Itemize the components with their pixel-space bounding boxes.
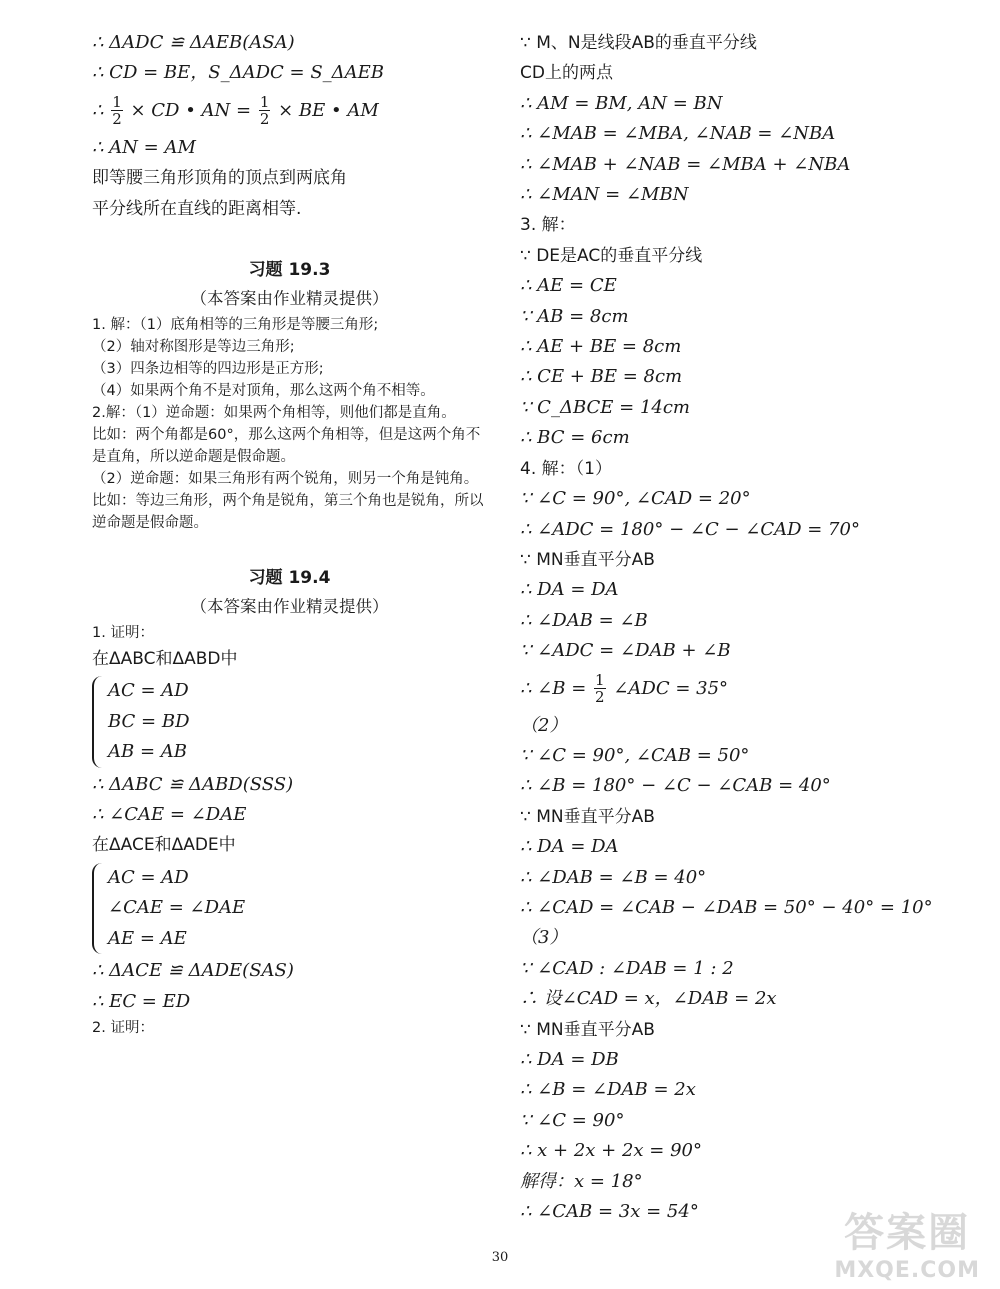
answer-item: （2）逆命题：如果三角形有两个锐角，则另一个角是钝角。 — [92, 471, 479, 488]
brace-row: AB = AB — [108, 741, 187, 763]
proof-line: CD上的两点 — [520, 63, 613, 84]
answer-item: 比如：两个角都是60°，那么这两个角相等，但是这两个角不是直角，所以逆命题是假命题。 — [92, 427, 481, 466]
right-column — [520, 28, 960, 1227]
proof-line: ∴ ∠CAD = ∠CAB − ∠DAB = 50° − 40° = 10° — [520, 896, 933, 918]
proof-line: ∴ ΔACE ≌ ΔADE(SAS) — [92, 960, 294, 982]
proof-line: ∴ ∠MAB + ∠NAB = ∠MBA + ∠NBA — [520, 153, 851, 175]
answer-item: （3）四条边相等的四边形是正方形; — [92, 361, 324, 378]
proof-line: ∴ ∠MAB = ∠MBA, ∠NAB = ∠NBA — [520, 123, 836, 145]
brace-icon — [92, 863, 104, 954]
proof-line: ∴ CD = BE，S_ΔADC = S_ΔAEB — [92, 62, 385, 84]
brace-row: ∠CAE = ∠DAE — [108, 897, 246, 919]
proof-line: ∴ AE = CE — [520, 275, 617, 297]
proof-line: ∴ ∠DAB = ∠B — [520, 609, 648, 631]
answer-item: （4）如果两个角不是对顶角，那么这两个角不相等。 — [92, 383, 435, 400]
proof-line: ∵ DE是AC的垂直平分线 — [520, 245, 703, 266]
proof-line: ∴ ∠DAB = ∠B = 40° — [520, 866, 707, 888]
section-title-19-4: 习题 19.4 — [248, 568, 331, 589]
proof-line: ∵ ∠C = 90°, ∠CAD = 20° — [520, 488, 751, 510]
answer-item: 比如：等边三角形，两个角是锐角，第三个角也是锐角，所以逆命题是假命题。 — [92, 493, 484, 532]
fraction-line: ∴ ∠B = $\frac{1}{2}$ ∠ADC = 35° — [520, 671, 729, 707]
proof-line: ∴ x + 2x + 2x = 90° — [520, 1140, 703, 1162]
proof-line: 4. 解：（1） — [520, 458, 612, 479]
proof-line: ∵ ∠C = 90° — [520, 1109, 625, 1131]
proof-line: ∴ 设∠CAD = x，∠DAB = 2x — [520, 988, 777, 1010]
proof-line: ∵ ∠CAD : ∠DAB = 1 : 2 — [520, 957, 734, 979]
answer-item: 2.解：（1）逆命题：如果两个角相等，则他们都是直角。 — [92, 405, 456, 422]
answer-item: （2）轴对称图形是等边三角形; — [92, 339, 295, 356]
right-lines-b — [520, 711, 960, 1228]
proof-line: ∴ DA = DA — [520, 836, 619, 858]
page-number: 30 — [491, 1250, 509, 1265]
proof-line: （3） — [520, 927, 568, 949]
proof-line: ∴ DA = DB — [520, 1049, 619, 1070]
proof-line: ∴ DA = DA — [520, 579, 619, 601]
section-title-19-3: 习题 19.3 — [248, 260, 331, 281]
proof-line: ∵ C_ΔBCE = 14cm — [520, 396, 690, 418]
proof-line: ∴ ∠B = ∠DAB = 2x — [520, 1079, 696, 1101]
brace-row: BC = BD — [108, 710, 190, 732]
proof-line: ∴ ΔADC ≌ ΔAEB(ASA) — [92, 32, 295, 53]
proof-line: ∴ ∠B = 180° − ∠C − ∠CAB = 40° — [520, 775, 831, 797]
proof-line: ∵ MN垂直平分AB — [520, 549, 655, 570]
proof-line: ∴ ΔABC ≌ ΔABD(SSS) — [92, 773, 294, 795]
proof-line: （2） — [520, 714, 568, 736]
proof-line: ∵ AB = 8cm — [520, 305, 629, 327]
answer-item: 1. 解：（1）底角相等的三角形是等腰三角形; — [92, 317, 379, 334]
proof-line: ∴ ∠CAE = ∠DAE — [92, 804, 247, 826]
fraction: $\frac{1}{2}$ — [259, 93, 270, 129]
proof-line: ∵ M、N是线段AB的垂直平分线 — [520, 33, 757, 53]
left-column — [92, 28, 487, 1039]
proof-line: ∴ ∠ADC = 180° − ∠C − ∠CAD = 70° — [520, 518, 860, 540]
brace-row: AC = AD — [108, 680, 189, 702]
proof-line: ∴ BC = 6cm — [520, 427, 630, 449]
brace-row: AE = AE — [108, 927, 187, 949]
brace-group — [92, 863, 487, 954]
proof-line: ∴ ∠CAB = 3x = 54° — [520, 1201, 699, 1223]
brace-row: AC = AD — [108, 866, 189, 888]
proof-line: ∵ ∠ADC = ∠DAB + ∠B — [520, 640, 731, 662]
proof-line: ∴ AE + BE = 8cm — [520, 336, 682, 358]
proof-line: ∵ MN垂直平分AB — [520, 806, 655, 827]
watermark-logo: 答案圈 MXQE.COM — [834, 1210, 980, 1283]
proof-line: 在ΔACE和ΔADE中 — [92, 835, 236, 856]
proof-line: ∵ ∠C = 90°, ∠CAB = 50° — [520, 744, 750, 766]
fraction: $\frac{1}{2}$ — [595, 671, 605, 707]
proof-line: ∴ EC = ED — [92, 990, 191, 1012]
brace-group — [92, 676, 487, 767]
proof-line: ∴ AN = AM — [92, 136, 196, 158]
conclusion-line: 平分线所在直线的距离相等. — [92, 198, 302, 219]
right-lines-a — [520, 28, 960, 667]
proof-line: 在ΔABC和ΔABD中 — [92, 649, 238, 670]
fraction-line: ∴ $\frac{1}{2}$ × CD • AN = $\frac{1}{2}$ × BE • AM — [92, 93, 379, 129]
section-credit: （本答案由作业精灵提供） — [190, 289, 389, 309]
proof-line: 解得：x = 18° — [520, 1170, 643, 1192]
conclusion-line: 即等腰三角形顶角的顶点到两底角 — [92, 168, 347, 189]
fraction: $\frac{1}{2}$ — [112, 93, 122, 129]
proof-label: 2. 证明： — [92, 1019, 154, 1036]
proof-line: ∴ CE + BE = 8cm — [520, 366, 683, 388]
proof-line: ∴ ∠MAN = ∠MBN — [520, 184, 689, 206]
proof-line: 3. 解： — [520, 215, 576, 236]
proof-label: 1. 证明： — [92, 625, 154, 642]
proof-line: ∵ MN垂直平分AB — [520, 1019, 655, 1040]
section-credit: （本答案由作业精灵提供） — [190, 597, 389, 617]
brace-icon — [92, 676, 104, 767]
proof-line: ∴ AM = BM, AN = BN — [520, 92, 723, 114]
